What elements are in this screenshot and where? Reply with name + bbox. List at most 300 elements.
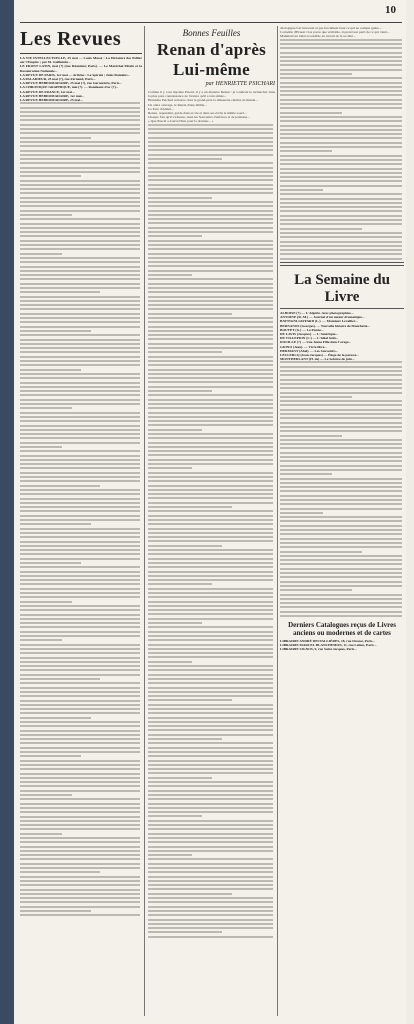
text-line bbox=[20, 880, 140, 882]
text-line bbox=[20, 678, 100, 680]
text-line bbox=[20, 906, 140, 908]
text-line bbox=[20, 442, 140, 444]
text-line bbox=[280, 215, 402, 217]
text-line bbox=[148, 485, 273, 487]
text-line bbox=[20, 485, 100, 487]
text-line bbox=[148, 760, 273, 762]
text-line bbox=[20, 291, 100, 293]
text-line bbox=[280, 94, 402, 96]
text-line bbox=[280, 589, 352, 591]
text-line bbox=[20, 665, 140, 667]
text-line bbox=[148, 467, 192, 469]
text-line bbox=[280, 387, 402, 389]
revue-entry: LA REVUE DE PARIS, 1er mai — Articles : La Spirale ; Jules Romains... bbox=[20, 72, 131, 77]
text-line bbox=[148, 626, 273, 628]
text-line bbox=[280, 163, 402, 165]
text-line bbox=[20, 781, 140, 783]
text-line bbox=[148, 351, 222, 353]
text-line bbox=[20, 137, 91, 139]
text-line bbox=[148, 214, 273, 216]
dense-text-block bbox=[280, 361, 404, 617]
text-line bbox=[20, 871, 100, 873]
text-line bbox=[148, 841, 273, 843]
text-line bbox=[280, 370, 402, 372]
text-line bbox=[20, 846, 140, 848]
text-line bbox=[148, 313, 232, 315]
text-line bbox=[280, 185, 402, 187]
text-line bbox=[148, 287, 273, 289]
text-line bbox=[20, 502, 140, 504]
text-line bbox=[148, 489, 273, 491]
text-line bbox=[20, 794, 72, 796]
text-line bbox=[280, 168, 402, 170]
text-line bbox=[20, 639, 62, 641]
text-line bbox=[280, 392, 402, 394]
text-line bbox=[148, 751, 273, 753]
text-line bbox=[20, 674, 140, 676]
text-line bbox=[20, 785, 140, 787]
text-line bbox=[148, 596, 273, 598]
dense-text-block bbox=[280, 39, 404, 260]
text-line bbox=[20, 536, 140, 538]
text-line bbox=[20, 592, 140, 594]
text-line bbox=[148, 828, 273, 830]
text-line bbox=[20, 145, 140, 147]
text-line bbox=[148, 566, 273, 568]
text-line bbox=[280, 460, 402, 462]
header-rule bbox=[20, 22, 402, 23]
text-line bbox=[20, 343, 140, 345]
text-line bbox=[280, 478, 402, 480]
text-line bbox=[20, 717, 91, 719]
text-line bbox=[148, 158, 222, 160]
text-line bbox=[20, 596, 140, 598]
text-line bbox=[148, 644, 273, 646]
text-line bbox=[20, 532, 140, 534]
text-line bbox=[148, 747, 273, 749]
text-line bbox=[280, 435, 342, 437]
column-divider-right bbox=[277, 26, 278, 1016]
text-line bbox=[280, 64, 402, 66]
text-line bbox=[280, 366, 402, 368]
text-line bbox=[148, 721, 273, 723]
text-line bbox=[20, 575, 140, 577]
text-line bbox=[20, 223, 140, 225]
text-line bbox=[148, 652, 273, 654]
text-line bbox=[148, 725, 273, 727]
text-line bbox=[148, 403, 273, 405]
text-line bbox=[20, 463, 140, 465]
text-line bbox=[280, 546, 402, 548]
revue-entry: LA REVUE HEBDOMADAIRE, 25 mai (?), rue Garancière, Paris... bbox=[20, 81, 122, 86]
section-rule bbox=[280, 308, 404, 309]
text-line bbox=[148, 265, 273, 267]
text-line bbox=[280, 555, 402, 557]
text-line bbox=[20, 863, 140, 865]
text-line bbox=[280, 568, 402, 570]
text-line bbox=[148, 858, 273, 860]
text-line bbox=[148, 772, 273, 774]
column-semaine-du-livre bbox=[280, 26, 404, 1016]
text-line bbox=[20, 622, 140, 624]
text-line bbox=[280, 172, 402, 174]
text-line bbox=[148, 429, 202, 431]
text-line bbox=[148, 927, 273, 929]
text-line bbox=[280, 374, 402, 376]
text-line bbox=[20, 562, 81, 564]
text-line bbox=[280, 39, 402, 41]
text-line bbox=[280, 396, 352, 398]
article-paragraph: Comme il y a un mystère Pascal, il y a un mystère Renan : je voudrais le rechercher dans la plus pure connaissance de l'œuvre qu'il a tant aimée... bbox=[148, 90, 275, 99]
text-line bbox=[148, 820, 273, 822]
text-line bbox=[20, 266, 140, 268]
text-line bbox=[148, 338, 273, 340]
text-line bbox=[20, 403, 140, 405]
article-paragraph: Renan, cependant, garde dans sa vie et dans ses écrits le même souci... bbox=[148, 111, 247, 116]
text-line bbox=[20, 605, 140, 607]
text-line bbox=[148, 480, 273, 482]
text-line bbox=[148, 407, 273, 409]
revues-intro: LA VIE INTELLECTUELLE, 25 mai — Louis Massé : La Dictature des Pellier sur l'Empire ; par M. Guillemin... bbox=[20, 56, 142, 65]
revue-entry: LA CHRONIQUE GRAPHIQUE, mai (?). — Rondeaux d'or (?)... bbox=[20, 85, 119, 90]
text-line bbox=[280, 525, 402, 527]
text-line bbox=[148, 588, 273, 590]
text-line bbox=[20, 119, 140, 121]
text-line bbox=[148, 270, 273, 272]
text-line bbox=[20, 394, 140, 396]
text-line bbox=[20, 304, 140, 306]
text-line bbox=[280, 155, 402, 157]
text-line bbox=[20, 416, 140, 418]
text-line bbox=[148, 863, 273, 865]
text-line bbox=[20, 382, 140, 384]
text-line bbox=[20, 571, 140, 573]
text-line bbox=[280, 52, 402, 54]
text-line bbox=[20, 339, 140, 341]
text-line bbox=[148, 867, 273, 869]
text-line bbox=[148, 914, 273, 916]
text-line bbox=[148, 261, 273, 263]
text-line bbox=[148, 296, 273, 298]
text-line bbox=[148, 540, 273, 542]
text-line bbox=[20, 201, 140, 203]
text-line bbox=[20, 351, 140, 353]
text-line bbox=[280, 73, 352, 75]
text-line bbox=[148, 179, 273, 181]
text-line bbox=[148, 149, 273, 151]
text-line bbox=[280, 43, 402, 45]
text-line bbox=[280, 219, 402, 221]
text-line bbox=[20, 150, 140, 152]
text-line bbox=[280, 581, 402, 583]
text-line bbox=[148, 833, 273, 835]
text-line bbox=[20, 369, 81, 371]
article-paragraph: Henriette Psichari retrouve chez le grand-père la silhouette célèbre de Renan... bbox=[148, 98, 258, 103]
text-line bbox=[148, 210, 273, 212]
text-line bbox=[20, 828, 140, 830]
text-line bbox=[148, 515, 273, 517]
listing-entry: DE VILLEPION (C.) — L'Idéal latin... bbox=[280, 336, 339, 341]
text-line bbox=[148, 523, 273, 525]
text-line bbox=[148, 936, 273, 938]
text-line bbox=[148, 609, 273, 611]
text-line bbox=[20, 244, 140, 246]
text-line bbox=[148, 433, 273, 435]
text-line bbox=[280, 611, 402, 613]
text-line bbox=[148, 669, 273, 671]
text-line bbox=[280, 512, 323, 514]
text-line bbox=[148, 897, 273, 899]
text-line bbox=[148, 919, 273, 921]
text-line bbox=[20, 356, 140, 358]
text-line bbox=[20, 205, 140, 207]
text-line bbox=[20, 755, 81, 757]
text-line bbox=[20, 734, 140, 736]
text-line bbox=[280, 258, 402, 260]
text-line bbox=[148, 785, 273, 787]
text-line bbox=[20, 278, 140, 280]
text-line bbox=[280, 404, 402, 406]
text-line bbox=[20, 107, 140, 109]
text-line bbox=[20, 412, 140, 414]
text-line bbox=[148, 592, 273, 594]
text-line bbox=[20, 721, 140, 723]
text-line bbox=[20, 433, 140, 435]
text-line bbox=[148, 824, 273, 826]
text-line bbox=[20, 824, 140, 826]
text-line bbox=[20, 558, 140, 560]
text-line bbox=[148, 502, 273, 504]
text-line bbox=[20, 257, 140, 259]
text-line bbox=[20, 467, 140, 469]
text-line bbox=[280, 563, 402, 565]
text-line bbox=[280, 486, 402, 488]
article-title: Renan d'après Lui-même bbox=[156, 40, 267, 79]
text-line bbox=[148, 678, 273, 680]
text-line bbox=[148, 901, 273, 903]
text-line bbox=[148, 854, 192, 856]
text-line bbox=[148, 472, 273, 474]
text-line bbox=[280, 236, 402, 238]
text-line bbox=[148, 579, 273, 581]
text-line bbox=[20, 480, 140, 482]
text-line bbox=[148, 343, 273, 345]
text-line bbox=[280, 602, 402, 604]
text-line bbox=[280, 447, 402, 449]
text-line bbox=[148, 222, 273, 224]
text-line bbox=[148, 528, 273, 530]
text-line bbox=[148, 695, 273, 697]
text-line bbox=[20, 313, 140, 315]
text-line bbox=[20, 811, 140, 813]
text-line bbox=[148, 717, 273, 719]
text-line bbox=[20, 197, 140, 199]
text-line bbox=[280, 400, 402, 402]
text-line bbox=[148, 399, 273, 401]
text-line bbox=[280, 210, 402, 212]
listing-entry: ALBOISE (?) — L'Algérie. Avec photographies... bbox=[280, 311, 354, 316]
text-line bbox=[280, 56, 402, 58]
text-line bbox=[148, 871, 273, 873]
text-line bbox=[148, 549, 273, 551]
text-line bbox=[20, 652, 140, 654]
text-line bbox=[20, 803, 140, 805]
text-line bbox=[280, 146, 402, 148]
text-line bbox=[20, 773, 140, 775]
text-line bbox=[148, 618, 273, 620]
text-line bbox=[148, 231, 273, 233]
text-line bbox=[280, 422, 402, 424]
text-line bbox=[280, 559, 402, 561]
text-line bbox=[20, 321, 140, 323]
text-line bbox=[280, 202, 402, 204]
text-line bbox=[148, 635, 273, 637]
listing-entry: BATTIGNI-GIFFARD (L.). — Monsieur Levallier... bbox=[280, 319, 358, 324]
listing-entry: BOUTET (G.) — La Poésie... bbox=[280, 327, 324, 332]
text-line bbox=[148, 888, 273, 890]
text-line bbox=[148, 240, 273, 242]
text-line bbox=[280, 615, 402, 617]
text-line bbox=[148, 656, 273, 658]
text-line bbox=[280, 465, 402, 467]
text-line bbox=[20, 695, 140, 697]
text-line bbox=[148, 811, 273, 813]
text-line bbox=[148, 545, 222, 547]
text-line bbox=[280, 585, 402, 587]
text-line bbox=[20, 545, 140, 547]
text-line bbox=[20, 459, 140, 461]
text-line bbox=[148, 704, 273, 706]
text-line bbox=[20, 910, 91, 912]
text-line bbox=[280, 137, 402, 139]
text-line bbox=[280, 103, 402, 105]
listing-entry: HERMANT (Abel). — Les Souvenirs... bbox=[280, 348, 339, 353]
text-line bbox=[280, 499, 402, 501]
text-line bbox=[148, 128, 273, 130]
text-line bbox=[280, 245, 402, 247]
revue-entry: LA REVUE DE FRANCE, 1er mai... bbox=[20, 89, 75, 94]
text-line bbox=[20, 897, 140, 899]
text-line bbox=[280, 241, 402, 243]
text-line bbox=[20, 889, 140, 891]
text-line bbox=[20, 347, 140, 349]
text-line bbox=[20, 476, 140, 478]
text-line bbox=[20, 498, 140, 500]
text-line bbox=[148, 558, 273, 560]
section-kicker: Bonnes Feuilles bbox=[182, 28, 241, 38]
text-line bbox=[20, 420, 140, 422]
text-line bbox=[20, 790, 140, 792]
text-line bbox=[20, 287, 140, 289]
text-line bbox=[20, 261, 140, 263]
text-line bbox=[148, 712, 273, 714]
text-line bbox=[148, 175, 273, 177]
text-line bbox=[148, 798, 273, 800]
text-line bbox=[280, 125, 402, 127]
catalogue-entry: LIBRAIRIE SIGNOS, 9, rue Saint-Jacques, Paris... bbox=[280, 647, 357, 652]
article-paragraph: Le livre d'Amiel... bbox=[148, 106, 174, 111]
text-line bbox=[280, 533, 402, 535]
text-line bbox=[280, 452, 402, 454]
text-line bbox=[148, 729, 273, 731]
text-line bbox=[148, 326, 273, 328]
text-line bbox=[20, 214, 72, 216]
text-line bbox=[148, 553, 273, 555]
text-line bbox=[148, 244, 273, 246]
text-line bbox=[20, 124, 140, 126]
text-line bbox=[20, 455, 140, 457]
text-line bbox=[148, 145, 273, 147]
text-line bbox=[148, 583, 212, 585]
text-line bbox=[148, 364, 273, 366]
text-line bbox=[280, 469, 402, 471]
text-line bbox=[20, 725, 140, 727]
text-line bbox=[148, 381, 273, 383]
text-line bbox=[20, 510, 140, 512]
text-line bbox=[20, 816, 140, 818]
text-line bbox=[148, 476, 273, 478]
text-line bbox=[148, 506, 232, 508]
text-line bbox=[280, 116, 402, 118]
text-line bbox=[20, 227, 140, 229]
text-line bbox=[148, 665, 273, 667]
text-line bbox=[20, 446, 62, 448]
text-line bbox=[20, 493, 140, 495]
text-line bbox=[20, 270, 140, 272]
text-line bbox=[20, 691, 140, 693]
text-line bbox=[20, 687, 140, 689]
text-line bbox=[280, 120, 402, 122]
text-line bbox=[148, 308, 273, 310]
text-line bbox=[280, 503, 402, 505]
text-line bbox=[20, 876, 140, 878]
text-line bbox=[280, 99, 402, 101]
text-line bbox=[280, 107, 402, 109]
text-line bbox=[20, 231, 140, 233]
text-line bbox=[20, 360, 140, 362]
text-line bbox=[20, 364, 140, 366]
text-line bbox=[148, 699, 232, 701]
text-line bbox=[148, 910, 273, 912]
text-line bbox=[20, 171, 140, 173]
text-line bbox=[148, 575, 273, 577]
text-line bbox=[148, 708, 273, 710]
text-line bbox=[20, 738, 140, 740]
text-line bbox=[148, 850, 273, 852]
semaine-heading: La Semaine du Livre bbox=[294, 272, 390, 306]
text-line bbox=[280, 495, 402, 497]
text-line bbox=[148, 768, 273, 770]
text-line bbox=[280, 90, 402, 92]
text-line bbox=[280, 542, 402, 544]
text-line bbox=[148, 454, 273, 456]
text-line bbox=[148, 497, 273, 499]
text-line bbox=[148, 420, 273, 422]
text-line bbox=[20, 657, 140, 659]
catalogue-entry: LIBRAIRIE ANDRÉ DESVALLIÈRES, 18, rue Drouot, Paris... bbox=[280, 639, 375, 643]
text-line bbox=[148, 562, 273, 564]
text-line bbox=[280, 594, 402, 596]
text-line bbox=[20, 644, 140, 646]
catalogues-heading: Derniers Catalogues reçus de Livres anciens ou modernes et de cartes bbox=[288, 621, 396, 637]
revue-entry: LA REVUE HEBDOMADAIRE, 1er mai... bbox=[20, 93, 85, 98]
text-line bbox=[148, 360, 273, 362]
text-line bbox=[20, 523, 91, 525]
text-line bbox=[148, 764, 273, 766]
text-line bbox=[20, 893, 140, 895]
text-line bbox=[280, 598, 402, 600]
article-paragraph: Chaque fois qu'il s'adresse, dans les Souvenirs d'enfance et de jeunesse... bbox=[148, 115, 250, 120]
